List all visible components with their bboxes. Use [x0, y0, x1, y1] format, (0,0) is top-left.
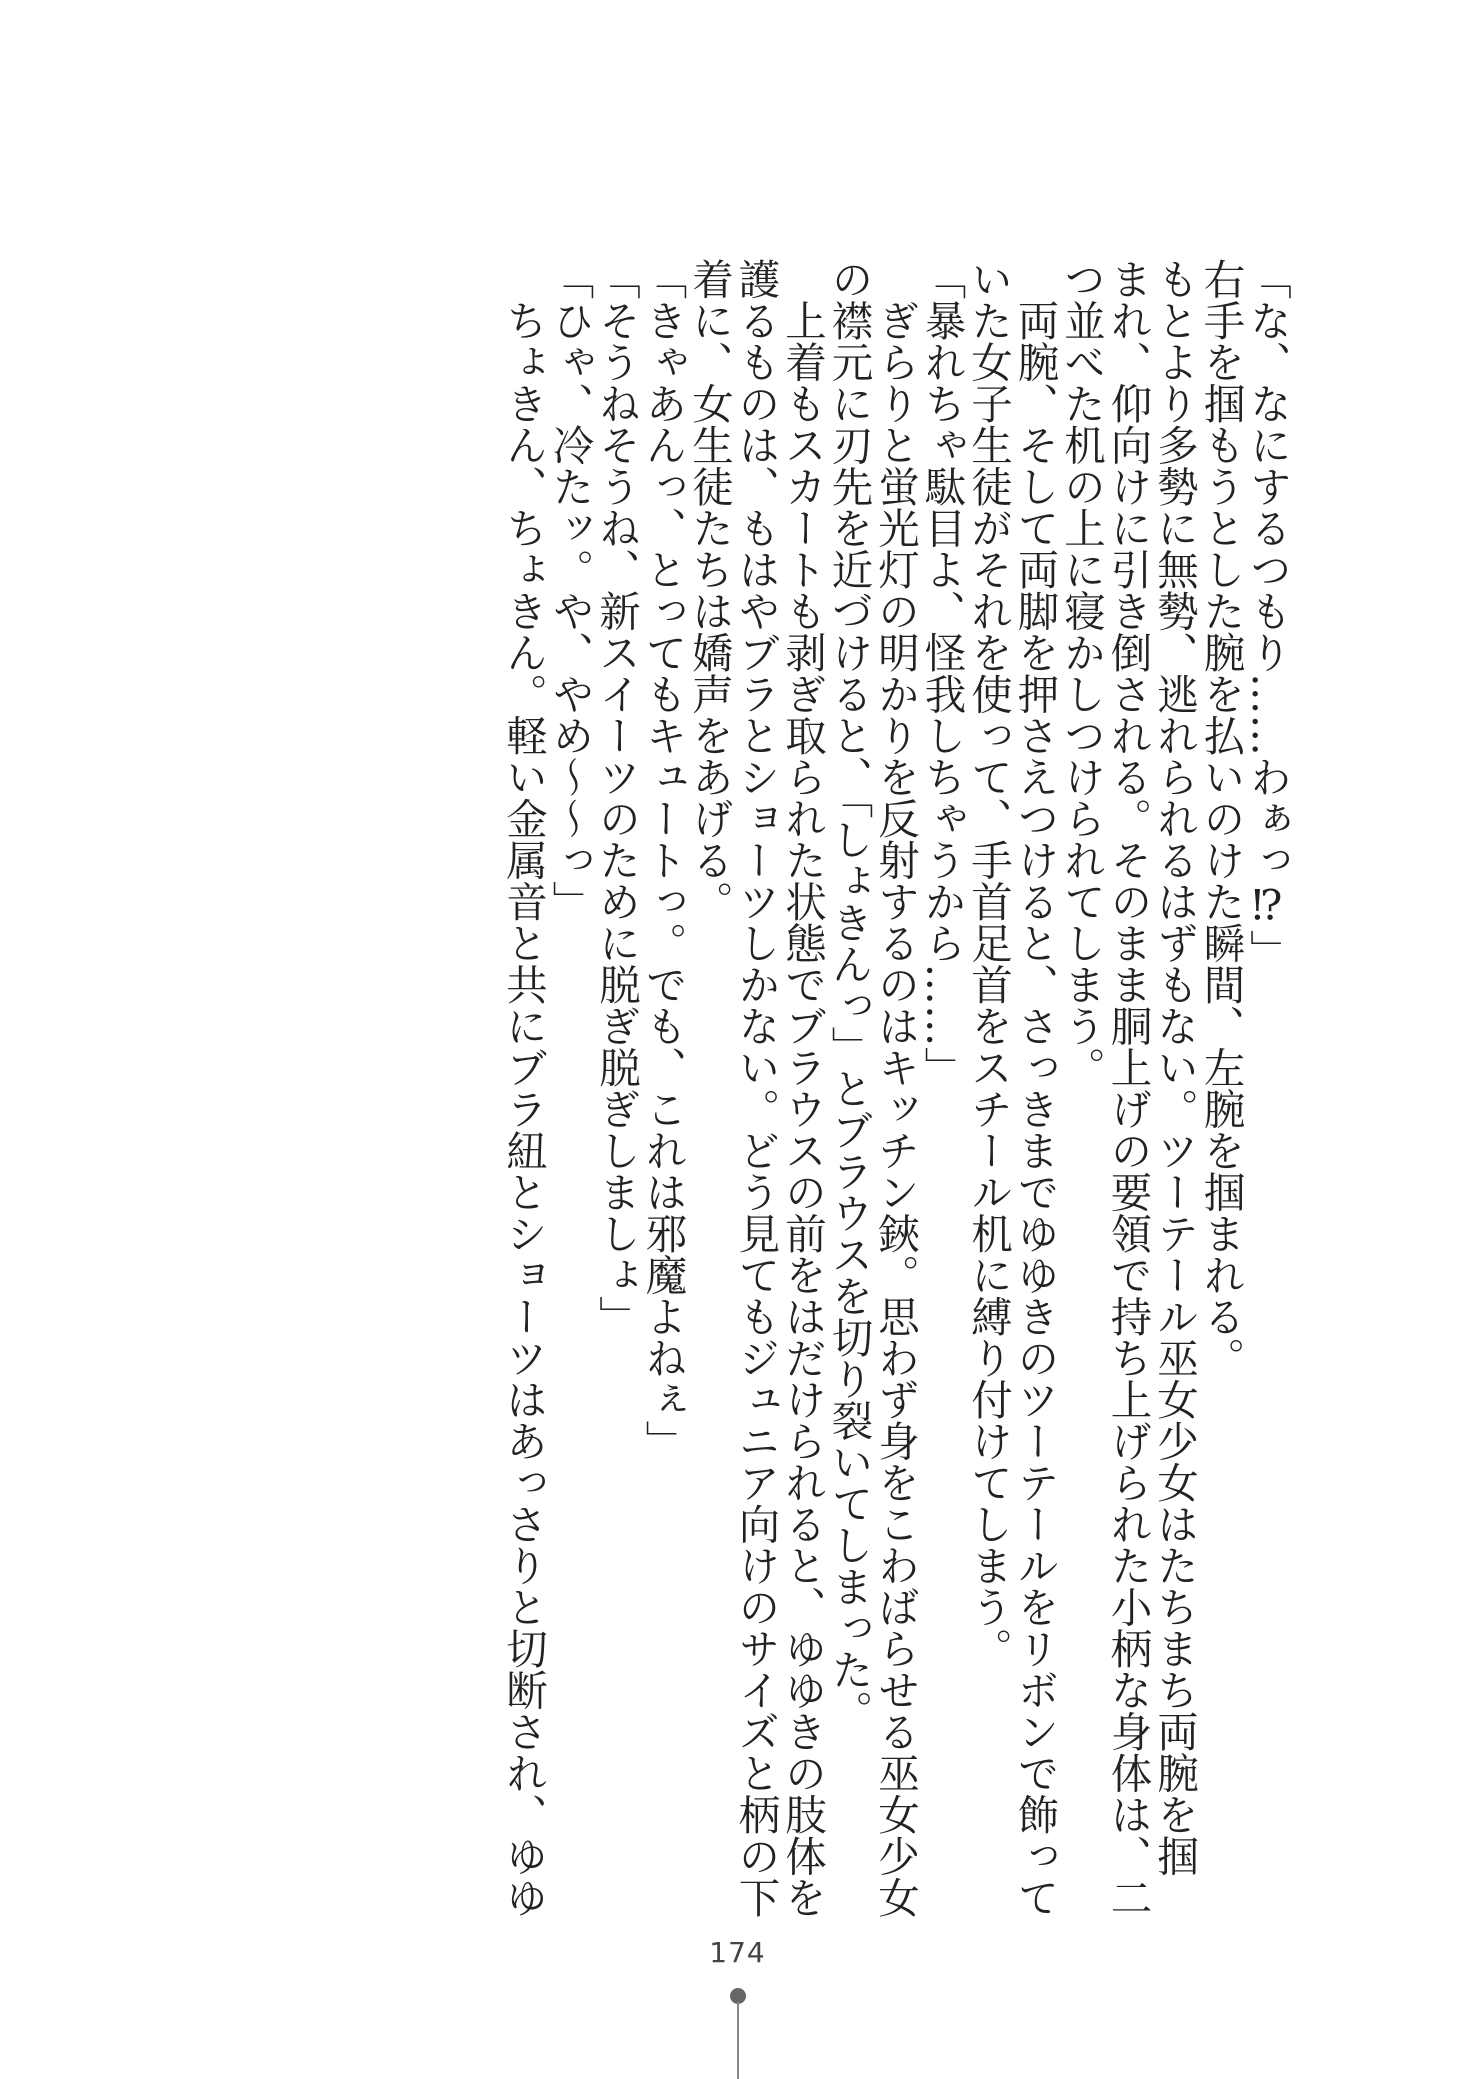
text-line: の襟元に刃先を近づけると、「しょきんっ」とブラウスを切り裂いてしまった。 [824, 258, 874, 1732]
text-line: 「な、なにするつもり……わぁっ⁉」 [1243, 258, 1292, 971]
text-line: 護るものは、もはやブラとショーツしかない。どう見てもジュニア向けのサイズと柄の下 [731, 258, 781, 1918]
text-line: 「暴れちゃ駄目よ、怪我しちゃうから……」 [917, 258, 967, 1088]
text-line: 「そうねそうね、新スイーツのために脱ぎ脱ぎしましょ」 [592, 258, 641, 1337]
text-line: 「きゃあんっ、とってもキュートっ。でも、これは邪魔よねぇ」 [638, 258, 688, 1462]
text-line: 右手を掴もうとした腕を払いのけた瞬間、左腕を掴まれる。 [1196, 258, 1246, 1379]
text-line: ちょきん、ちょきん。軽い金属音と共にブラ紐とショーツはあっさりと切断され、ゆゆ [499, 258, 548, 1918]
text-line: まれ、仰向けに引き倒される。そのまま胴上げの要領で持ち上げられた小柄な身体は、二 [1103, 258, 1153, 1918]
page-marker-icon [724, 1988, 752, 2079]
text-line: 「ひゃ、冷たッ。や、やめ〜〜っ」 [545, 258, 595, 922]
text-line: 両腕、そして両脚を押さえつけると、さっきまでゆゆきのツーテールをリボンで飾って [1010, 258, 1060, 1918]
text-line: もとより多勢に無勢、逃れられるはずもない。ツーテール巫女少女はたちまち両腕を掴 [1150, 258, 1199, 1877]
text-line: ぎらりと蛍光灯の明かりを反射するのはキッチン鋏。思わず身をこわばらせる巫女少女 [871, 258, 920, 1918]
marker-stem [737, 2002, 739, 2079]
text-line: つ並べた机の上に寝かしつけられてしまう。 [1057, 258, 1106, 1088]
text-line: いた女子生徒がそれを使って、手首足首をスチール机に縛り付けてしまう。 [964, 258, 1013, 1669]
text-line: 着に、女生徒たちは嬌声をあげる。 [685, 258, 734, 922]
text-line: 上着もスカートも剥ぎ取られた状態でブラウスの前をはだけられると、ゆゆきの肢体を [778, 258, 827, 1918]
vertical-body-text [499, 258, 1292, 1918]
page-number: 174 [709, 1936, 766, 1969]
